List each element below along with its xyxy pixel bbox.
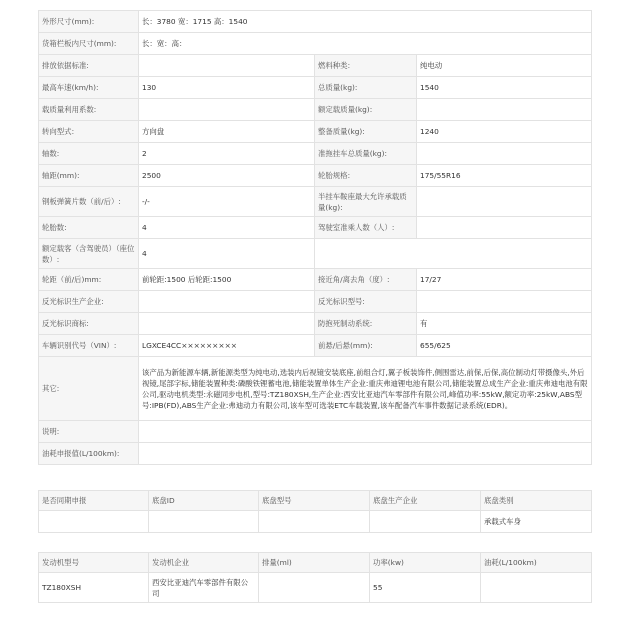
label-load-factor: 载质量利用系数: (39, 99, 139, 121)
label-total-mass: 总质量(kg): (315, 77, 417, 99)
row-wheelbase (39, 165, 592, 187)
value-leaf-spring: -/- (139, 187, 315, 217)
label-reflector-maker: 反光标识生产企业: (39, 291, 139, 313)
label-approach-angle: 接近角/离去角（度）: (315, 269, 417, 291)
value-wheelbase: 2500 (139, 165, 315, 187)
value-overhang: 655/625 (417, 335, 592, 357)
engine-header-row (39, 553, 592, 573)
row-leaf-spring (39, 187, 592, 217)
label-axles: 轴数: (39, 143, 139, 165)
value-abs: 有 (417, 313, 592, 335)
row-tires (39, 217, 592, 239)
row-other (39, 357, 592, 421)
row-emission-fuel (39, 55, 592, 77)
chassis-header-same-period: 是否同期申报 (39, 491, 149, 511)
label-fuel-consumption: 油耗申报值(L/100km): (39, 443, 139, 465)
value-other: 该产品为新能源车辆,新能源类型为纯电动,选装内后视镜安装底座,前组合灯,翼子板装饰件,侧围雷达,前保,后保,高位制动灯带摄像头,外后视镜,尾部字标,储能装置种类:磷酸铁锂蓄电池,储能装置单体生产企业:重庆弗迪锂电池有限公司,储能装置总成生产企业:重庆弗迪电池有限公司,驱动电机类型:永磁同步电机,型号:TZ180XSH,生产企业:西安比亚迪汽车零部件有限公司,峰值功率:55kW,额定功率:25kW,ABS型号:IPB(FD),ABS生产企业:弗迪动力有限公司,该车型可选装ETC车载装置,该车配备汽车事件数据记录系统(EDR)。 (139, 357, 592, 421)
value-trailer-mass (417, 143, 592, 165)
value-cab-passengers (417, 217, 592, 239)
value-tire-spec: 175/55R16 (417, 165, 592, 187)
value-reflector-model (417, 291, 592, 313)
engine-table (38, 552, 592, 603)
chassis-header-maker: 底盘生产企业 (370, 491, 481, 511)
seats-empty-cell (315, 239, 592, 269)
row-fuel-consumption (39, 443, 592, 465)
chassis-header-row (39, 491, 592, 511)
value-reflector-brand (139, 313, 315, 335)
value-fuel-type: 纯电动 (417, 55, 592, 77)
row-dimensions (39, 11, 592, 33)
label-abs: 防抱死制动系统: (315, 313, 417, 335)
engine-data-row (39, 573, 592, 603)
engine-header-displacement: 排量(ml) (259, 553, 370, 573)
engine-header-maker: 发动机企业 (149, 553, 259, 573)
label-rated-load: 额定载质量(kg): (315, 99, 417, 121)
value-max-speed: 130 (139, 77, 315, 99)
label-reflector-model: 反光标识型号: (315, 291, 417, 313)
label-other: 其它: (39, 357, 139, 421)
row-load (39, 99, 592, 121)
label-cab-passengers: 驾驶室准乘人数（人）: (315, 217, 417, 239)
engine-cell-maker: 西安比亚迪汽车零部件有限公司 (149, 573, 259, 603)
label-wheelbase: 轴距(mm): (39, 165, 139, 187)
label-fuel-type: 燃料种类: (315, 55, 417, 77)
label-track: 轮距（前/后)mm: (39, 269, 139, 291)
row-seats (39, 239, 592, 269)
value-vin: LGXCE4CC××××××××× (139, 335, 315, 357)
row-note (39, 421, 592, 443)
label-tire-spec: 轮胎规格: (315, 165, 417, 187)
engine-header-fuel-consumption: 油耗(L/100km) (481, 553, 592, 573)
row-reflector-maker (39, 291, 592, 313)
value-rated-load (417, 99, 592, 121)
value-load-factor (139, 99, 315, 121)
label-trailer-mass: 准拖挂车总质量(kg): (315, 143, 417, 165)
value-seats: 4 (139, 239, 315, 269)
chassis-cell-same-period (39, 511, 149, 533)
label-cargo-dimensions: 货箱栏板内尺寸(mm): (39, 33, 139, 55)
label-emission-standard: 排放依据标准: (39, 55, 139, 77)
label-curb-mass: 整备质量(kg): (315, 121, 417, 143)
chassis-header-model: 底盘型号 (259, 491, 370, 511)
engine-header-model: 发动机型号 (39, 553, 149, 573)
label-max-speed: 最高车速(km/h): (39, 77, 139, 99)
label-leaf-spring: 钢板弹簧片数（前/后）: (39, 187, 139, 217)
value-dimensions: 长：3780 宽：1715 高：1540 (139, 11, 592, 33)
engine-cell-displacement (259, 573, 370, 603)
row-reflector-brand (39, 313, 592, 335)
chassis-data-row (39, 511, 592, 533)
row-cargo (39, 33, 592, 55)
value-approach-angle: 17/27 (417, 269, 592, 291)
chassis-cell-category: 承载式车身 (481, 511, 592, 533)
label-seats: 额定载客（含驾驶员）（座位数）: (39, 239, 139, 269)
value-track: 前轮距:1500 后轮距:1500 (139, 269, 315, 291)
value-saddle-load (417, 187, 592, 217)
row-speed-mass (39, 77, 592, 99)
value-fuel-consumption (139, 443, 592, 465)
engine-cell-power: 55 (370, 573, 481, 603)
label-reflector-brand: 反光标识商标: (39, 313, 139, 335)
value-steering: 方向盘 (139, 121, 315, 143)
row-steering (39, 121, 592, 143)
vehicle-spec-table (38, 10, 592, 465)
value-axles: 2 (139, 143, 315, 165)
chassis-cell-maker (370, 511, 481, 533)
label-vin: 车辆识别代号（VIN）: (39, 335, 139, 357)
engine-header-power: 功率(kw) (370, 553, 481, 573)
label-saddle-load: 半挂车鞍座最大允许承载质量(kg): (315, 187, 417, 217)
label-steering: 转向型式: (39, 121, 139, 143)
row-axles (39, 143, 592, 165)
value-reflector-maker (139, 291, 315, 313)
value-note (139, 421, 592, 443)
label-tire-count: 轮胎数: (39, 217, 139, 239)
engine-cell-fuel-consumption (481, 573, 592, 603)
row-track (39, 269, 592, 291)
value-tire-count: 4 (139, 217, 315, 239)
value-total-mass: 1540 (417, 77, 592, 99)
chassis-header-category: 底盘类别 (481, 491, 592, 511)
label-dimensions: 外形尺寸(mm): (39, 11, 139, 33)
label-note: 说明: (39, 421, 139, 443)
chassis-cell-id (149, 511, 259, 533)
chassis-cell-model (259, 511, 370, 533)
value-cargo-dimensions: 长：宽：高： (139, 33, 592, 55)
chassis-header-id: 底盘ID (149, 491, 259, 511)
chassis-table (38, 490, 592, 533)
engine-cell-model: TZ180XSH (39, 573, 149, 603)
value-emission-standard (139, 55, 315, 77)
row-vin (39, 335, 592, 357)
label-overhang: 前悬/后悬(mm): (315, 335, 417, 357)
value-curb-mass: 1240 (417, 121, 592, 143)
